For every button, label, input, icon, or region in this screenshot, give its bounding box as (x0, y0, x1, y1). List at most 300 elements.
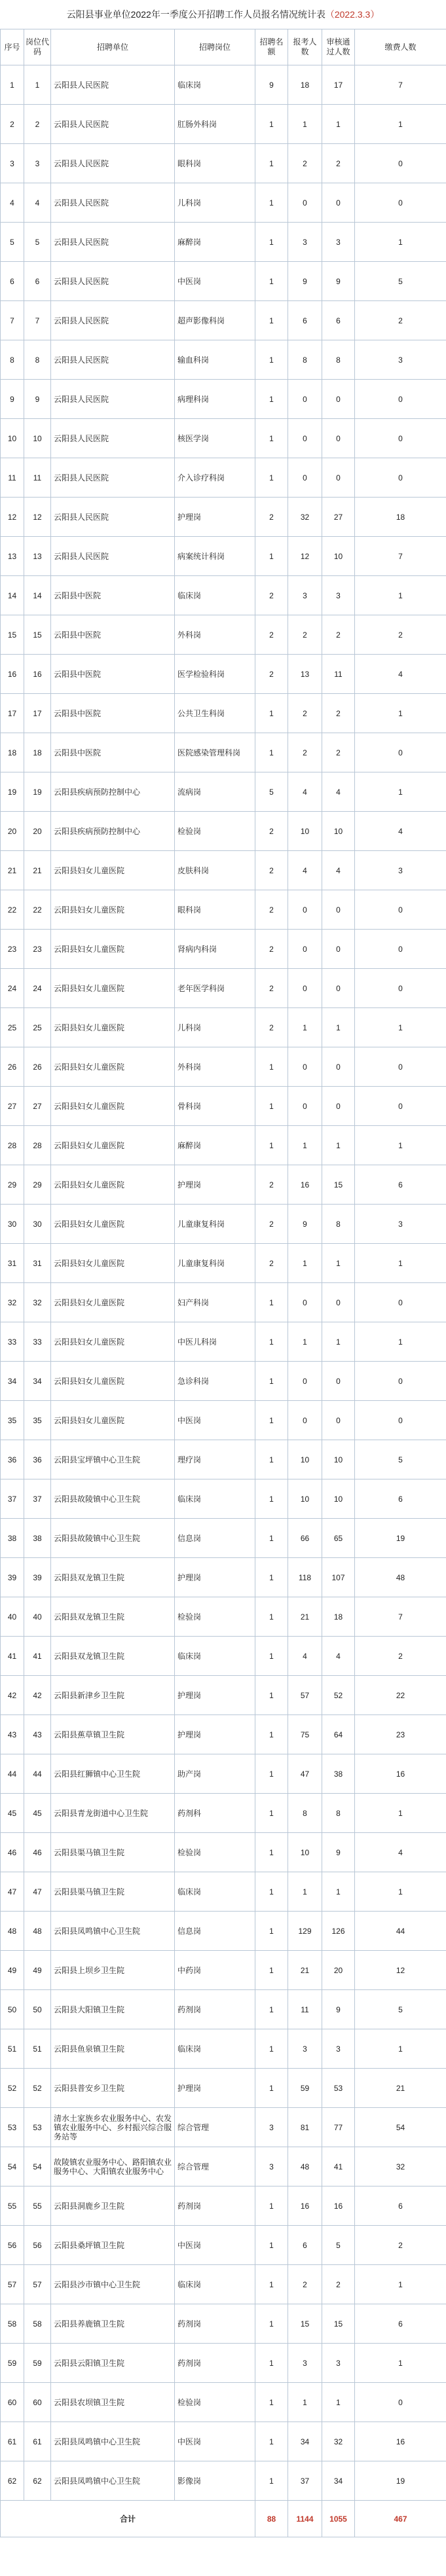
unit-name: 云阳县疾病预防控制中心 (51, 812, 175, 851)
paid: 23 (355, 1715, 446, 1754)
approved: 2 (322, 2265, 355, 2304)
unit-name: 云阳县人民医院 (51, 105, 175, 144)
table-row (1, 380, 446, 419)
post-code: 11 (24, 458, 51, 498)
paid: 48 (355, 1558, 446, 1597)
unit-name: 云阳县妇女儿童医院 (51, 1126, 175, 1165)
paid: 1 (355, 1322, 446, 1362)
post-name: 中医岗 (175, 262, 255, 301)
table-row (1, 2422, 446, 2461)
post-code: 17 (24, 694, 51, 733)
quota: 1 (255, 340, 288, 380)
paid: 2 (355, 1637, 446, 1676)
table-row (1, 1205, 446, 1244)
row-index: 48 (1, 1912, 24, 1951)
applicants: 2 (288, 733, 322, 772)
post-name: 检验岗 (175, 1833, 255, 1872)
applicants: 0 (288, 1401, 322, 1440)
approved: 3 (322, 223, 355, 262)
table-row (1, 1794, 446, 1833)
total-applicants: 1144 (288, 2501, 322, 2537)
quota: 1 (255, 380, 288, 419)
post-name: 临床岗 (175, 65, 255, 105)
paid: 1 (355, 694, 446, 733)
row-index: 47 (1, 1872, 24, 1912)
quota: 5 (255, 772, 288, 812)
approved: 8 (322, 1205, 355, 1244)
applicants: 16 (288, 2186, 322, 2226)
table-row (1, 576, 446, 615)
row-index: 12 (1, 498, 24, 537)
approved: 8 (322, 340, 355, 380)
unit-name: 云阳县凤鸣镇中心卫生院 (51, 1912, 175, 1951)
post-code: 24 (24, 969, 51, 1008)
quota: 3 (255, 2108, 288, 2147)
row-index: 28 (1, 1126, 24, 1165)
paid: 6 (355, 2186, 446, 2226)
post-code: 49 (24, 1951, 51, 1990)
row-index: 1 (1, 65, 24, 105)
table-row (1, 1244, 446, 1283)
post-name: 儿童康复科岗 (175, 1244, 255, 1283)
table-row (1, 498, 446, 537)
paid: 5 (355, 1990, 446, 2029)
paid: 21 (355, 2069, 446, 2108)
paid: 7 (355, 1597, 446, 1637)
row-index: 36 (1, 1440, 24, 1479)
quota: 2 (255, 576, 288, 615)
approved: 17 (322, 65, 355, 105)
row-index: 17 (1, 694, 24, 733)
post-code: 18 (24, 733, 51, 772)
table-row (1, 1047, 446, 1087)
unit-name: 云阳县中医院 (51, 615, 175, 655)
applicants: 1 (288, 1244, 322, 1283)
table-row (1, 105, 446, 144)
unit-name: 云阳县洞鹿乡卫生院 (51, 2186, 175, 2226)
post-code: 45 (24, 1794, 51, 1833)
post-name: 临床岗 (175, 1872, 255, 1912)
paid: 44 (355, 1912, 446, 1951)
post-name: 中医岗 (175, 2226, 255, 2265)
row-index: 59 (1, 2344, 24, 2383)
table-row (1, 537, 446, 576)
approved: 0 (322, 380, 355, 419)
post-name: 护理岗 (175, 1165, 255, 1205)
row-index: 6 (1, 262, 24, 301)
applicants: 59 (288, 2069, 322, 2108)
post-name: 护理岗 (175, 1715, 255, 1754)
applicants: 57 (288, 1676, 322, 1715)
approved: 1 (322, 1008, 355, 1047)
unit-name: 云阳县故陵镇中心卫生院 (51, 1519, 175, 1558)
paid: 0 (355, 144, 446, 183)
table-row (1, 2029, 446, 2069)
applicants: 81 (288, 2108, 322, 2147)
applicants: 3 (288, 2344, 322, 2383)
title-date: （2022.3.3） (325, 9, 380, 20)
quota: 1 (255, 262, 288, 301)
post-name: 药剂岗 (175, 2304, 255, 2344)
row-index: 61 (1, 2422, 24, 2461)
approved: 11 (322, 655, 355, 694)
post-name: 老年医学科岗 (175, 969, 255, 1008)
quota: 2 (255, 1205, 288, 1244)
post-name: 中医岗 (175, 1401, 255, 1440)
table-row (1, 2383, 446, 2422)
table-row (1, 1165, 446, 1205)
quota: 1 (255, 2461, 288, 2501)
unit-name: 云阳县中医院 (51, 733, 175, 772)
quota: 1 (255, 1087, 288, 1126)
paid: 1 (355, 1008, 446, 1047)
post-name: 护理岗 (175, 1558, 255, 1597)
approved: 27 (322, 498, 355, 537)
paid: 1 (355, 1126, 446, 1165)
applicants: 34 (288, 2422, 322, 2461)
paid: 1 (355, 2029, 446, 2069)
paid: 0 (355, 930, 446, 969)
applicants: 3 (288, 223, 322, 262)
table-row (1, 2344, 446, 2383)
row-index: 42 (1, 1676, 24, 1715)
row-index: 3 (1, 144, 24, 183)
post-name: 检验岗 (175, 2383, 255, 2422)
approved: 1 (322, 2383, 355, 2422)
post-name: 检验岗 (175, 1597, 255, 1637)
post-name: 影像岗 (175, 2461, 255, 2501)
post-name: 肾病内科岗 (175, 930, 255, 969)
post-name: 助产岗 (175, 1754, 255, 1794)
post-code: 44 (24, 1754, 51, 1794)
quota: 1 (255, 1322, 288, 1362)
quota: 1 (255, 458, 288, 498)
quota: 1 (255, 1754, 288, 1794)
table-row (1, 733, 446, 772)
table-row (1, 1715, 446, 1754)
post-name: 临床岗 (175, 1637, 255, 1676)
approved: 2 (322, 733, 355, 772)
applicants: 1 (288, 105, 322, 144)
applicants: 2 (288, 144, 322, 183)
unit-name: 云阳县双龙镇卫生院 (51, 1597, 175, 1637)
paid: 0 (355, 1401, 446, 1440)
quota: 1 (255, 183, 288, 223)
applicants: 1 (288, 2383, 322, 2422)
paid: 6 (355, 1165, 446, 1205)
row-index: 49 (1, 1951, 24, 1990)
paid: 16 (355, 2422, 446, 2461)
unit-name: 云阳县双龙镇卫生院 (51, 1637, 175, 1676)
quota: 2 (255, 890, 288, 930)
quota: 1 (255, 1872, 288, 1912)
paid: 2 (355, 2226, 446, 2265)
applicants: 6 (288, 2226, 322, 2265)
post-name: 公共卫生科岗 (175, 694, 255, 733)
post-code: 8 (24, 340, 51, 380)
quota: 1 (255, 2383, 288, 2422)
row-index: 9 (1, 380, 24, 419)
applicants: 18 (288, 65, 322, 105)
post-code: 32 (24, 1283, 51, 1322)
post-name: 眼科岗 (175, 144, 255, 183)
unit-name: 云阳县中医院 (51, 655, 175, 694)
paid: 0 (355, 1362, 446, 1401)
unit-name: 云阳县桑坪镇卫生院 (51, 2226, 175, 2265)
unit-name: 云阳县云阳镇卫生院 (51, 2344, 175, 2383)
paid: 7 (355, 537, 446, 576)
applicants: 0 (288, 380, 322, 419)
unit-name: 云阳县上坝乡卫生院 (51, 1951, 175, 1990)
applicants: 6 (288, 301, 322, 340)
applicants: 75 (288, 1715, 322, 1754)
applicants: 0 (288, 1047, 322, 1087)
approved: 64 (322, 1715, 355, 1754)
post-name: 核医学岗 (175, 419, 255, 458)
row-index: 40 (1, 1597, 24, 1637)
approved: 10 (322, 1479, 355, 1519)
quota: 1 (255, 1401, 288, 1440)
post-code: 21 (24, 851, 51, 890)
post-name: 临床岗 (175, 2265, 255, 2304)
unit-name: 云阳县人民医院 (51, 340, 175, 380)
unit-name: 云阳县疾病预防控制中心 (51, 772, 175, 812)
total-row (1, 2501, 446, 2537)
unit-name: 云阳县人民医院 (51, 223, 175, 262)
approved: 41 (322, 2147, 355, 2186)
post-code: 26 (24, 1047, 51, 1087)
row-index: 62 (1, 2461, 24, 2501)
paid: 0 (355, 183, 446, 223)
row-index: 51 (1, 2029, 24, 2069)
post-name: 急诊科岗 (175, 1362, 255, 1401)
post-name: 护理岗 (175, 2069, 255, 2108)
post-code: 61 (24, 2422, 51, 2461)
post-name: 皮肤科岗 (175, 851, 255, 890)
page-title (0, 0, 446, 29)
table-row (1, 890, 446, 930)
table-row (1, 1283, 446, 1322)
row-index: 35 (1, 1401, 24, 1440)
paid: 7 (355, 65, 446, 105)
post-code: 56 (24, 2226, 51, 2265)
post-name: 中药岗 (175, 1951, 255, 1990)
quota: 9 (255, 65, 288, 105)
post-name: 药剂科 (175, 1794, 255, 1833)
post-code: 42 (24, 1676, 51, 1715)
table-row (1, 2186, 446, 2226)
post-name: 药剂岗 (175, 1990, 255, 2029)
table-row (1, 851, 446, 890)
post-code: 4 (24, 183, 51, 223)
quota: 1 (255, 1126, 288, 1165)
unit-name: 云阳县人民医院 (51, 183, 175, 223)
table-row (1, 1008, 446, 1047)
applicants: 15 (288, 2304, 322, 2344)
approved: 1 (322, 1126, 355, 1165)
paid: 1 (355, 1794, 446, 1833)
table-row (1, 1440, 446, 1479)
unit-name: 云阳县农坝镇卫生院 (51, 2383, 175, 2422)
quota: 2 (255, 930, 288, 969)
approved: 2 (322, 694, 355, 733)
post-code: 14 (24, 576, 51, 615)
quota: 1 (255, 144, 288, 183)
unit-name: 云阳县人民医院 (51, 498, 175, 537)
table-row (1, 1126, 446, 1165)
total-label: 合计 (1, 2501, 255, 2537)
total-quota: 88 (255, 2501, 288, 2537)
post-code: 16 (24, 655, 51, 694)
paid: 0 (355, 419, 446, 458)
post-name: 检验岗 (175, 812, 255, 851)
table-row (1, 2226, 446, 2265)
post-code: 41 (24, 1637, 51, 1676)
paid: 1 (355, 1244, 446, 1283)
post-name: 介入诊疗科岗 (175, 458, 255, 498)
approved: 16 (322, 2186, 355, 2226)
unit-name: 云阳县双龙镇卫生院 (51, 1558, 175, 1597)
quota: 1 (255, 1715, 288, 1754)
row-index: 15 (1, 615, 24, 655)
quota: 1 (255, 1283, 288, 1322)
post-code: 54 (24, 2147, 51, 2186)
post-code: 60 (24, 2383, 51, 2422)
unit-name: 云阳县新津乡卫生院 (51, 1676, 175, 1715)
approved: 9 (322, 1990, 355, 2029)
quota: 1 (255, 1558, 288, 1597)
unit-name: 云阳县妇女儿童医院 (51, 969, 175, 1008)
paid: 12 (355, 1951, 446, 1990)
quota: 1 (255, 1794, 288, 1833)
row-index: 16 (1, 655, 24, 694)
row-index: 52 (1, 2069, 24, 2108)
unit-name: 云阳县蕉草镇卫生院 (51, 1715, 175, 1754)
approved: 15 (322, 2304, 355, 2344)
approved: 0 (322, 419, 355, 458)
approved: 18 (322, 1597, 355, 1637)
applicants: 0 (288, 890, 322, 930)
quota: 2 (255, 655, 288, 694)
quota: 1 (255, 1479, 288, 1519)
post-code: 33 (24, 1322, 51, 1362)
post-code: 2 (24, 105, 51, 144)
post-code: 12 (24, 498, 51, 537)
row-index: 57 (1, 2265, 24, 2304)
unit-name: 云阳县妇女儿童医院 (51, 1165, 175, 1205)
quota: 1 (255, 2422, 288, 2461)
paid: 0 (355, 380, 446, 419)
approved: 3 (322, 2029, 355, 2069)
unit-name: 云阳县渠马镇卫生院 (51, 1833, 175, 1872)
paid: 0 (355, 733, 446, 772)
unit-name: 云阳县人民医院 (51, 458, 175, 498)
table-row (1, 2304, 446, 2344)
paid: 4 (355, 655, 446, 694)
approved: 0 (322, 1283, 355, 1322)
applicants: 1 (288, 1008, 322, 1047)
approved: 53 (322, 2069, 355, 2108)
post-name: 肛肠外科岗 (175, 105, 255, 144)
applicants: 10 (288, 1440, 322, 1479)
row-index: 60 (1, 2383, 24, 2422)
row-index: 58 (1, 2304, 24, 2344)
approved: 0 (322, 1087, 355, 1126)
post-name: 病案统计科岗 (175, 537, 255, 576)
row-index: 21 (1, 851, 24, 890)
table-row (1, 615, 446, 655)
quota: 1 (255, 2069, 288, 2108)
applicants: 21 (288, 1951, 322, 1990)
approved: 0 (322, 890, 355, 930)
paid: 0 (355, 2383, 446, 2422)
paid: 54 (355, 2108, 446, 2147)
post-code: 58 (24, 2304, 51, 2344)
applicants: 9 (288, 1205, 322, 1244)
approved: 32 (322, 2422, 355, 2461)
post-name: 临床岗 (175, 1479, 255, 1519)
applicants: 3 (288, 576, 322, 615)
paid: 1 (355, 2265, 446, 2304)
applicants: 1 (288, 1872, 322, 1912)
approved: 0 (322, 1047, 355, 1087)
post-name: 医院感染管理科岗 (175, 733, 255, 772)
quota: 1 (255, 1833, 288, 1872)
table-body (1, 65, 446, 2501)
post-name: 输血科岗 (175, 340, 255, 380)
row-index: 54 (1, 2147, 24, 2186)
quota: 2 (255, 498, 288, 537)
post-code: 43 (24, 1715, 51, 1754)
row-index: 53 (1, 2108, 24, 2147)
row-index: 55 (1, 2186, 24, 2226)
post-name: 超声影像科岗 (175, 301, 255, 340)
approved: 0 (322, 458, 355, 498)
applicants: 21 (288, 1597, 322, 1637)
table-row (1, 1558, 446, 1597)
table-row (1, 969, 446, 1008)
total-approved: 1055 (322, 2501, 355, 2537)
applicants: 0 (288, 1283, 322, 1322)
row-index: 32 (1, 1283, 24, 1322)
row-index: 30 (1, 1205, 24, 1244)
post-code: 46 (24, 1833, 51, 1872)
paid: 0 (355, 1047, 446, 1087)
quota: 1 (255, 537, 288, 576)
post-code: 25 (24, 1008, 51, 1047)
unit-name: 云阳县妇女儿童医院 (51, 851, 175, 890)
table-row (1, 144, 446, 183)
unit-name: 云阳县中医院 (51, 576, 175, 615)
approved: 10 (322, 537, 355, 576)
approved: 52 (322, 1676, 355, 1715)
post-code: 7 (24, 301, 51, 340)
quota: 3 (255, 2147, 288, 2186)
quota: 1 (255, 733, 288, 772)
header-cell: 岗位代码 (24, 29, 51, 65)
paid: 16 (355, 1754, 446, 1794)
approved: 0 (322, 183, 355, 223)
row-index: 38 (1, 1519, 24, 1558)
post-code: 34 (24, 1362, 51, 1401)
post-code: 35 (24, 1401, 51, 1440)
applicants: 0 (288, 969, 322, 1008)
row-index: 23 (1, 930, 24, 969)
approved: 2 (322, 615, 355, 655)
table-row (1, 419, 446, 458)
post-name: 外科岗 (175, 1047, 255, 1087)
unit-name: 云阳县沙市镇中心卫生院 (51, 2265, 175, 2304)
